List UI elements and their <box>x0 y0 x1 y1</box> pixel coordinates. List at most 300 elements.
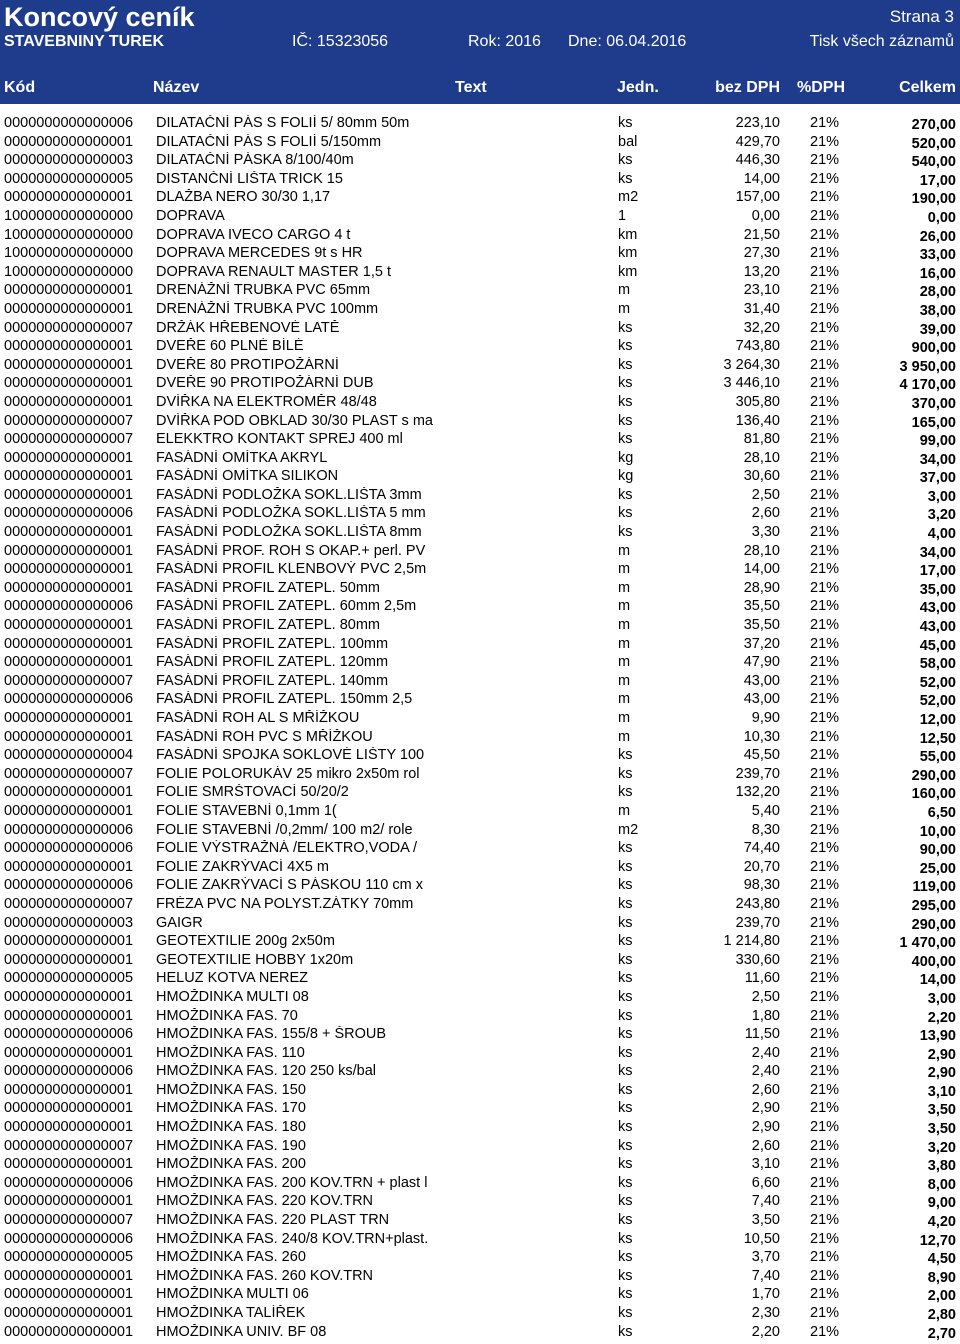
item-vat-rate: 21% <box>810 375 840 392</box>
item-name: HMOŽDINKA FAS. 70 <box>156 1007 298 1024</box>
table-row <box>0 728 960 747</box>
item-code: 0000000000000001 <box>4 858 134 875</box>
item-unit: m <box>618 300 631 317</box>
item-code: 0000000000000003 <box>4 152 134 169</box>
table-row <box>0 876 960 895</box>
item-name: HMOŽDINKA FAS. 220 PLAST TRN <box>156 1212 390 1229</box>
item-unit: ks <box>618 1137 633 1154</box>
item-price-without-vat: 23,10 <box>743 282 780 299</box>
table-row <box>0 542 960 561</box>
item-vat-rate: 21% <box>810 1119 840 1136</box>
item-vat-rate: 21% <box>810 1267 840 1284</box>
item-vat-rate: 21% <box>810 617 840 634</box>
item-vat-rate: 21% <box>810 1305 840 1321</box>
item-vat-rate: 21% <box>810 784 840 801</box>
item-unit: ks <box>618 393 633 410</box>
item-code: 0000000000000001 <box>4 189 134 206</box>
item-vat-rate: 21% <box>810 486 840 503</box>
item-code: 0000000000000001 <box>4 933 134 950</box>
item-vat-rate: 21% <box>810 1193 840 1210</box>
table-row <box>0 504 960 523</box>
item-total: 52,00 <box>919 674 956 691</box>
item-unit: ks <box>618 356 633 373</box>
item-unit: ks <box>618 1007 633 1024</box>
table-row <box>0 133 960 152</box>
item-code: 0000000000000001 <box>4 1156 134 1173</box>
item-total: 90,00 <box>919 842 956 859</box>
item-name: HMOŽDINKA FAS. 155/8 + ŠROUB <box>156 1026 387 1043</box>
item-unit: m <box>618 710 631 726</box>
table-row <box>0 114 960 133</box>
item-unit: ks <box>618 970 633 987</box>
item-vat-rate: 21% <box>810 1249 840 1266</box>
item-total: 119,00 <box>912 879 956 896</box>
table-row <box>0 746 960 765</box>
item-vat-rate: 21% <box>810 1323 840 1340</box>
item-price-without-vat: 14,00 <box>743 170 780 187</box>
table-row <box>0 1174 960 1193</box>
item-total: 540,00 <box>911 154 956 171</box>
item-total: 400,00 <box>911 953 956 970</box>
column-header-price-without-vat: bez DPH <box>715 79 780 96</box>
item-code: 0000000000000001 <box>4 1081 134 1098</box>
item-price-without-vat: 2,40 <box>751 1063 780 1080</box>
item-vat-rate: 21% <box>810 802 840 819</box>
item-vat-rate: 21% <box>810 300 840 317</box>
item-unit: ks <box>618 1323 633 1340</box>
item-code: 0000000000000007 <box>4 1212 134 1229</box>
item-vat-rate: 21% <box>810 988 840 1005</box>
item-name: DISTANČNÍ LIŠTA TRICK 15 <box>156 170 343 187</box>
item-unit: ks <box>618 765 633 782</box>
item-total: 35,00 <box>919 581 956 598</box>
item-price-without-vat: 9,90 <box>751 710 780 726</box>
item-name: FASÁDNÍ PROFIL ZATEPL. 60mm 2,5m <box>156 598 417 615</box>
item-vat-rate: 21% <box>810 1137 840 1154</box>
item-vat-rate: 21% <box>810 170 840 187</box>
item-name: HMOŽDINKA FAS. 240/8 KOV.TRN+plast. <box>156 1230 429 1247</box>
item-total: 38,00 <box>919 302 956 319</box>
item-code: 0000000000000001 <box>4 561 134 578</box>
item-unit: ks <box>618 1174 633 1191</box>
item-total: 43,00 <box>919 600 956 617</box>
table-row <box>0 263 960 282</box>
item-vat-rate: 21% <box>810 561 840 578</box>
table-row <box>0 356 960 375</box>
page-number: Strana 3 <box>889 7 954 26</box>
item-unit: km <box>618 226 638 243</box>
item-price-without-vat: 157,00 <box>735 189 780 206</box>
item-vat-rate: 21% <box>810 524 840 541</box>
item-total: 3,20 <box>927 1139 956 1156</box>
item-unit: m <box>618 691 631 708</box>
table-row <box>0 1230 960 1249</box>
table-row <box>0 337 960 356</box>
item-vat-rate: 21% <box>810 282 840 299</box>
item-price-without-vat: 743,80 <box>735 338 780 355</box>
item-name: DVÍŘKA POD OBKLAD 30/30 PLAST s ma <box>156 412 433 429</box>
item-unit: ks <box>618 115 633 131</box>
item-vat-rate: 21% <box>810 654 840 671</box>
item-total: 3,00 <box>927 488 956 505</box>
table-row <box>0 467 960 486</box>
item-price-without-vat: 11,60 <box>744 970 780 987</box>
item-price-without-vat: 2,90 <box>751 1100 780 1117</box>
table-row <box>0 635 960 654</box>
item-name: FASÁDNÍ OMÍTKA AKRYL <box>156 449 328 466</box>
item-name: FOLIE STAVEBNÍ /0,2mm/ 100 m2/ role <box>156 821 413 838</box>
item-name: DOPRAVA IVECO CARGO 4 t <box>156 226 351 243</box>
item-code: 0000000000000001 <box>4 542 134 559</box>
item-vat-rate: 21% <box>810 319 840 336</box>
item-total: 290,00 <box>911 767 956 784</box>
item-price-without-vat: 81,80 <box>743 431 780 448</box>
item-unit: m <box>618 802 631 819</box>
item-price-without-vat: 13,20 <box>743 263 780 280</box>
item-name: HMOŽDINKA MULTI 08 <box>156 988 309 1005</box>
item-unit: ks <box>618 951 633 968</box>
item-price-without-vat: 2,90 <box>751 1119 780 1136</box>
item-total: 52,00 <box>919 693 956 710</box>
item-code: 0000000000000006 <box>4 691 134 708</box>
item-code: 0000000000000001 <box>4 282 134 299</box>
table-row <box>0 281 960 300</box>
item-name: HMOŽDINKA FAS. 220 KOV.TRN <box>156 1193 374 1210</box>
item-unit: ks <box>618 914 633 931</box>
item-name: HMOŽDINKA FAS. 170 <box>156 1100 306 1117</box>
item-total: 160,00 <box>911 786 956 803</box>
item-vat-rate: 21% <box>810 245 840 262</box>
table-row <box>0 802 960 821</box>
item-code: 0000000000000007 <box>4 672 134 689</box>
item-name: GAIGR <box>156 914 203 931</box>
item-code: 0000000000000001 <box>4 784 134 801</box>
item-code: 0000000000000001 <box>4 449 134 466</box>
item-name: FASÁDNÍ PROF. ROH S OKAP.+ perl. PV <box>156 542 426 559</box>
item-price-without-vat: 28,90 <box>743 579 780 596</box>
item-code: 0000000000000001 <box>4 1007 134 1024</box>
item-unit: ks <box>618 877 633 894</box>
item-total: 55,00 <box>919 749 956 766</box>
item-code: 0000000000000006 <box>4 1063 134 1080</box>
item-price-without-vat: 2,20 <box>751 1323 780 1340</box>
item-unit: ks <box>618 1044 633 1061</box>
company-id: IČ: 15323056 <box>292 33 389 50</box>
item-unit: m <box>618 635 631 652</box>
item-name: DRŽÁK HŘEBENOVÉ LATĚ <box>156 319 340 336</box>
item-price-without-vat: 20,70 <box>743 858 780 875</box>
item-total: 2,80 <box>927 1307 956 1323</box>
item-unit: ks <box>618 1249 633 1266</box>
item-code: 0000000000000001 <box>4 1267 134 1284</box>
item-price-without-vat: 3,70 <box>751 1249 780 1266</box>
item-price-without-vat: 2,50 <box>751 486 780 503</box>
item-unit: ks <box>618 1119 633 1136</box>
item-total: 290,00 <box>911 916 956 933</box>
item-total: 2,70 <box>927 1325 956 1342</box>
item-vat-rate: 21% <box>810 449 840 466</box>
item-code: 0000000000000001 <box>4 654 134 671</box>
item-unit: m <box>618 728 631 745</box>
item-total: 12,00 <box>919 712 956 728</box>
item-unit: ks <box>618 1063 633 1080</box>
item-unit: ks <box>618 505 633 522</box>
table-row <box>0 244 960 263</box>
item-unit: ks <box>618 375 633 392</box>
item-name: DOPRAVA MERCEDES 9t s HR <box>156 245 363 262</box>
item-price-without-vat: 223,10 <box>735 115 780 131</box>
item-price-without-vat: 3 446,10 <box>723 375 780 392</box>
item-name: FOLIE POLORUKÁV 25 mikro 2x50m rol <box>156 765 420 782</box>
item-name: DOPRAVA RENAULT MASTER 1,5 t <box>156 263 392 280</box>
item-code: 1000000000000000 <box>4 207 134 224</box>
item-vat-rate: 21% <box>810 970 840 987</box>
item-price-without-vat: 429,70 <box>735 133 780 150</box>
item-name: FASÁDNÍ PROFIL ZATEPL. 80mm <box>156 617 380 634</box>
item-unit: km <box>618 245 638 262</box>
table-row <box>0 951 960 970</box>
table-row <box>0 690 960 709</box>
item-name: DOPRAVA <box>156 207 225 224</box>
item-name: FASÁDNÍ PODLOŽKA SOKL.LIŠTA 8mm <box>156 524 422 541</box>
item-vat-rate: 21% <box>810 1063 840 1080</box>
item-name: HMOŽDINKA FAS. 190 <box>156 1137 306 1154</box>
item-price-without-vat: 11,50 <box>744 1026 780 1043</box>
item-unit: ks <box>618 895 633 912</box>
item-total: 45,00 <box>919 637 956 654</box>
item-name: HMOŽDINKA TALÍŘEK <box>156 1305 306 1321</box>
item-code: 0000000000000007 <box>4 412 134 429</box>
report-year: Rok: 2016 <box>468 33 541 50</box>
item-vat-rate: 21% <box>810 710 840 726</box>
item-unit: m <box>618 579 631 596</box>
item-vat-rate: 21% <box>810 840 840 857</box>
item-code: 0000000000000007 <box>4 765 134 782</box>
item-total: 9,00 <box>927 1195 956 1212</box>
item-price-without-vat: 10,50 <box>743 1230 780 1247</box>
item-price-without-vat: 43,00 <box>743 672 780 689</box>
item-name: FOLIE STAVEBNÍ 0,1mm 1( <box>156 802 337 819</box>
table-row <box>0 1044 960 1063</box>
item-code: 0000000000000001 <box>4 338 134 355</box>
column-header-code: Kód <box>4 79 36 96</box>
item-name: DVÍŘKA NA ELEKTROMĚR 48/48 <box>156 393 377 410</box>
item-code: 1000000000000000 <box>4 245 134 262</box>
item-name: FASÁDNÍ PODLOŽKA SOKL.LIŠTA 5 mm <box>156 505 426 522</box>
item-vat-rate: 21% <box>810 431 840 448</box>
item-total: 17,00 <box>919 172 956 189</box>
item-total: 2,00 <box>927 1288 956 1305</box>
item-name: FASÁDNÍ PROFIL ZATEPL. 120mm <box>156 654 389 671</box>
item-name: GEOTEXTILIE HOBBY 1x20m <box>156 951 354 968</box>
item-name: FRÉZA PVC NA POLYST.ZÁTKY 70mm <box>156 895 414 912</box>
item-code: 0000000000000006 <box>4 821 134 838</box>
table-row <box>0 1062 960 1081</box>
item-name: FASÁDNÍ PROFIL KLENBOVÝ PVC 2,5m <box>156 561 427 578</box>
item-total: 4,20 <box>927 1214 956 1231</box>
item-name: HMOŽDINKA FAS. 200 KOV.TRN + plast l <box>156 1174 428 1191</box>
report-title: Koncový ceník <box>4 2 195 32</box>
item-unit: m <box>618 542 631 559</box>
price-list-table <box>0 114 960 1341</box>
item-name: HMOŽDINKA FAS. 110 <box>156 1044 305 1061</box>
item-price-without-vat: 10,30 <box>743 728 780 745</box>
table-row <box>0 1211 960 1230</box>
report-date: Dne: 06.04.2016 <box>568 33 687 50</box>
item-vat-rate: 21% <box>810 579 840 596</box>
item-code: 0000000000000001 <box>4 951 134 968</box>
item-price-without-vat: 37,20 <box>743 635 780 652</box>
item-name: DVEŘE 80 PROTIPOŽÁRNÍ <box>156 356 339 373</box>
table-row <box>0 709 960 728</box>
item-code: 0000000000000005 <box>4 170 134 187</box>
item-total: 39,00 <box>919 321 956 338</box>
item-name: HMOŽDINKA FAS. 260 <box>156 1249 306 1266</box>
item-code: 0000000000000005 <box>4 970 134 987</box>
item-total: 3,20 <box>927 507 956 524</box>
item-unit: m2 <box>618 821 639 838</box>
item-name: HELUZ KOTVA NEREZ <box>156 970 309 987</box>
item-unit: ks <box>618 784 633 801</box>
item-code: 0000000000000001 <box>4 1119 134 1136</box>
item-price-without-vat: 7,40 <box>751 1267 780 1284</box>
table-row <box>0 1323 960 1342</box>
item-code: 0000000000000007 <box>4 895 134 912</box>
table-row <box>0 1304 960 1323</box>
item-vat-rate: 21% <box>810 1026 840 1043</box>
item-vat-rate: 21% <box>810 691 840 708</box>
column-header-text: Text <box>455 79 487 96</box>
item-total: 25,00 <box>919 860 956 877</box>
item-price-without-vat: 21,50 <box>743 226 780 243</box>
item-total: 10,00 <box>919 823 956 840</box>
item-total: 13,90 <box>919 1028 956 1045</box>
item-price-without-vat: 1 214,80 <box>723 933 780 950</box>
item-code: 0000000000000001 <box>4 1323 134 1340</box>
item-code: 0000000000000007 <box>4 319 134 336</box>
item-name: FASÁDNÍ OMÍTKA SILIKON <box>156 468 339 485</box>
item-total: 270,00 <box>911 117 956 133</box>
item-price-without-vat: 132,20 <box>735 784 780 801</box>
item-total: 190,00 <box>911 191 956 208</box>
column-header-vat-rate: %DPH <box>797 79 846 96</box>
item-vat-rate: 21% <box>810 505 840 522</box>
item-price-without-vat: 330,60 <box>735 951 780 968</box>
item-price-without-vat: 14,00 <box>743 561 780 578</box>
item-code: 0000000000000001 <box>4 1044 134 1061</box>
table-row <box>0 821 960 840</box>
item-total: 99,00 <box>919 433 956 450</box>
item-unit: m <box>618 672 631 689</box>
item-total: 26,00 <box>919 228 956 245</box>
item-total: 6,50 <box>927 804 956 821</box>
item-total: 2,90 <box>927 1046 956 1063</box>
item-unit: ks <box>618 524 633 541</box>
item-price-without-vat: 5,40 <box>751 802 780 819</box>
item-price-without-vat: 3,50 <box>751 1212 780 1229</box>
item-code: 0000000000000005 <box>4 1249 134 1266</box>
item-total: 14,00 <box>919 972 956 989</box>
item-code: 0000000000000001 <box>4 468 134 485</box>
item-vat-rate: 21% <box>810 635 840 652</box>
table-row <box>0 1025 960 1044</box>
item-name: DILATAČNÍ PÁSKA 8/100/40m <box>156 152 354 169</box>
item-price-without-vat: 3 264,30 <box>723 356 780 373</box>
item-code: 0000000000000006 <box>4 115 134 131</box>
item-vat-rate: 21% <box>810 895 840 912</box>
item-unit: ks <box>618 1212 633 1229</box>
item-vat-rate: 21% <box>810 412 840 429</box>
table-row <box>0 207 960 226</box>
item-code: 0000000000000001 <box>4 1286 134 1303</box>
table-row <box>0 1118 960 1137</box>
item-total: 2,20 <box>927 1009 956 1026</box>
table-row <box>0 672 960 691</box>
item-unit: ks <box>618 1156 633 1173</box>
table-row <box>0 449 960 468</box>
item-total: 33,00 <box>919 247 956 264</box>
item-name: FOLIE ZAKRÝVACÍ S PÁSKOU 110 cm x <box>156 877 423 894</box>
table-row <box>0 932 960 951</box>
item-unit: ks <box>618 840 633 857</box>
item-price-without-vat: 43,00 <box>743 691 780 708</box>
item-name: FOLIE ZAKRÝVACÍ 4X5 m <box>156 858 329 875</box>
item-price-without-vat: 31,40 <box>743 300 780 317</box>
item-code: 0000000000000001 <box>4 988 134 1005</box>
item-name: HMOŽDINKA FAS. 120 250 ks/bal <box>156 1063 377 1080</box>
company-name: STAVEBNINY TUREK <box>4 33 165 50</box>
item-total: 43,00 <box>919 619 956 636</box>
item-unit: ks <box>618 747 633 764</box>
table-row <box>0 597 960 616</box>
item-name: HMOŽDINKA FAS. 260 KOV.TRN <box>156 1267 374 1284</box>
item-unit: ks <box>618 1026 633 1043</box>
table-row <box>0 1285 960 1304</box>
item-unit: bal <box>618 133 638 150</box>
item-code: 0000000000000006 <box>4 840 134 857</box>
table-row <box>0 523 960 542</box>
table-row <box>0 151 960 170</box>
item-name: FASÁDNÍ PROFIL ZATEPL. 50mm <box>156 579 380 596</box>
item-name: DILATAČNÍ PÁS S FOLIÍ 5/ 80mm 50m <box>156 115 410 131</box>
item-vat-rate: 21% <box>810 1156 840 1173</box>
item-unit: m2 <box>618 189 639 206</box>
item-total: 34,00 <box>919 544 956 561</box>
item-unit: ks <box>618 338 633 355</box>
item-code: 0000000000000007 <box>4 431 134 448</box>
item-total: 295,00 <box>911 897 956 914</box>
item-unit: m <box>618 654 631 671</box>
item-vat-rate: 21% <box>810 1007 840 1024</box>
item-name: FASÁDNÍ PODLOŽKA SOKL.LIŠTA 3mm <box>156 486 422 503</box>
item-code: 0000000000000003 <box>4 914 134 931</box>
item-total: 28,00 <box>919 284 956 301</box>
table-row <box>0 319 960 338</box>
item-unit: ks <box>618 1305 633 1321</box>
item-price-without-vat: 239,70 <box>735 914 780 931</box>
table-row <box>0 188 960 207</box>
item-name: FASÁDNÍ SPOJKA SOKLOVÉ LIŠTY 100 <box>156 747 425 764</box>
item-total: 17,00 <box>919 563 956 580</box>
item-price-without-vat: 3,30 <box>751 524 780 541</box>
item-unit: ks <box>618 1100 633 1117</box>
item-price-without-vat: 74,40 <box>743 840 780 857</box>
item-vat-rate: 21% <box>810 468 840 485</box>
item-vat-rate: 21% <box>810 1212 840 1229</box>
item-vat-rate: 21% <box>810 393 840 410</box>
item-total: 3,80 <box>927 1158 956 1175</box>
item-code: 0000000000000001 <box>4 1193 134 1210</box>
